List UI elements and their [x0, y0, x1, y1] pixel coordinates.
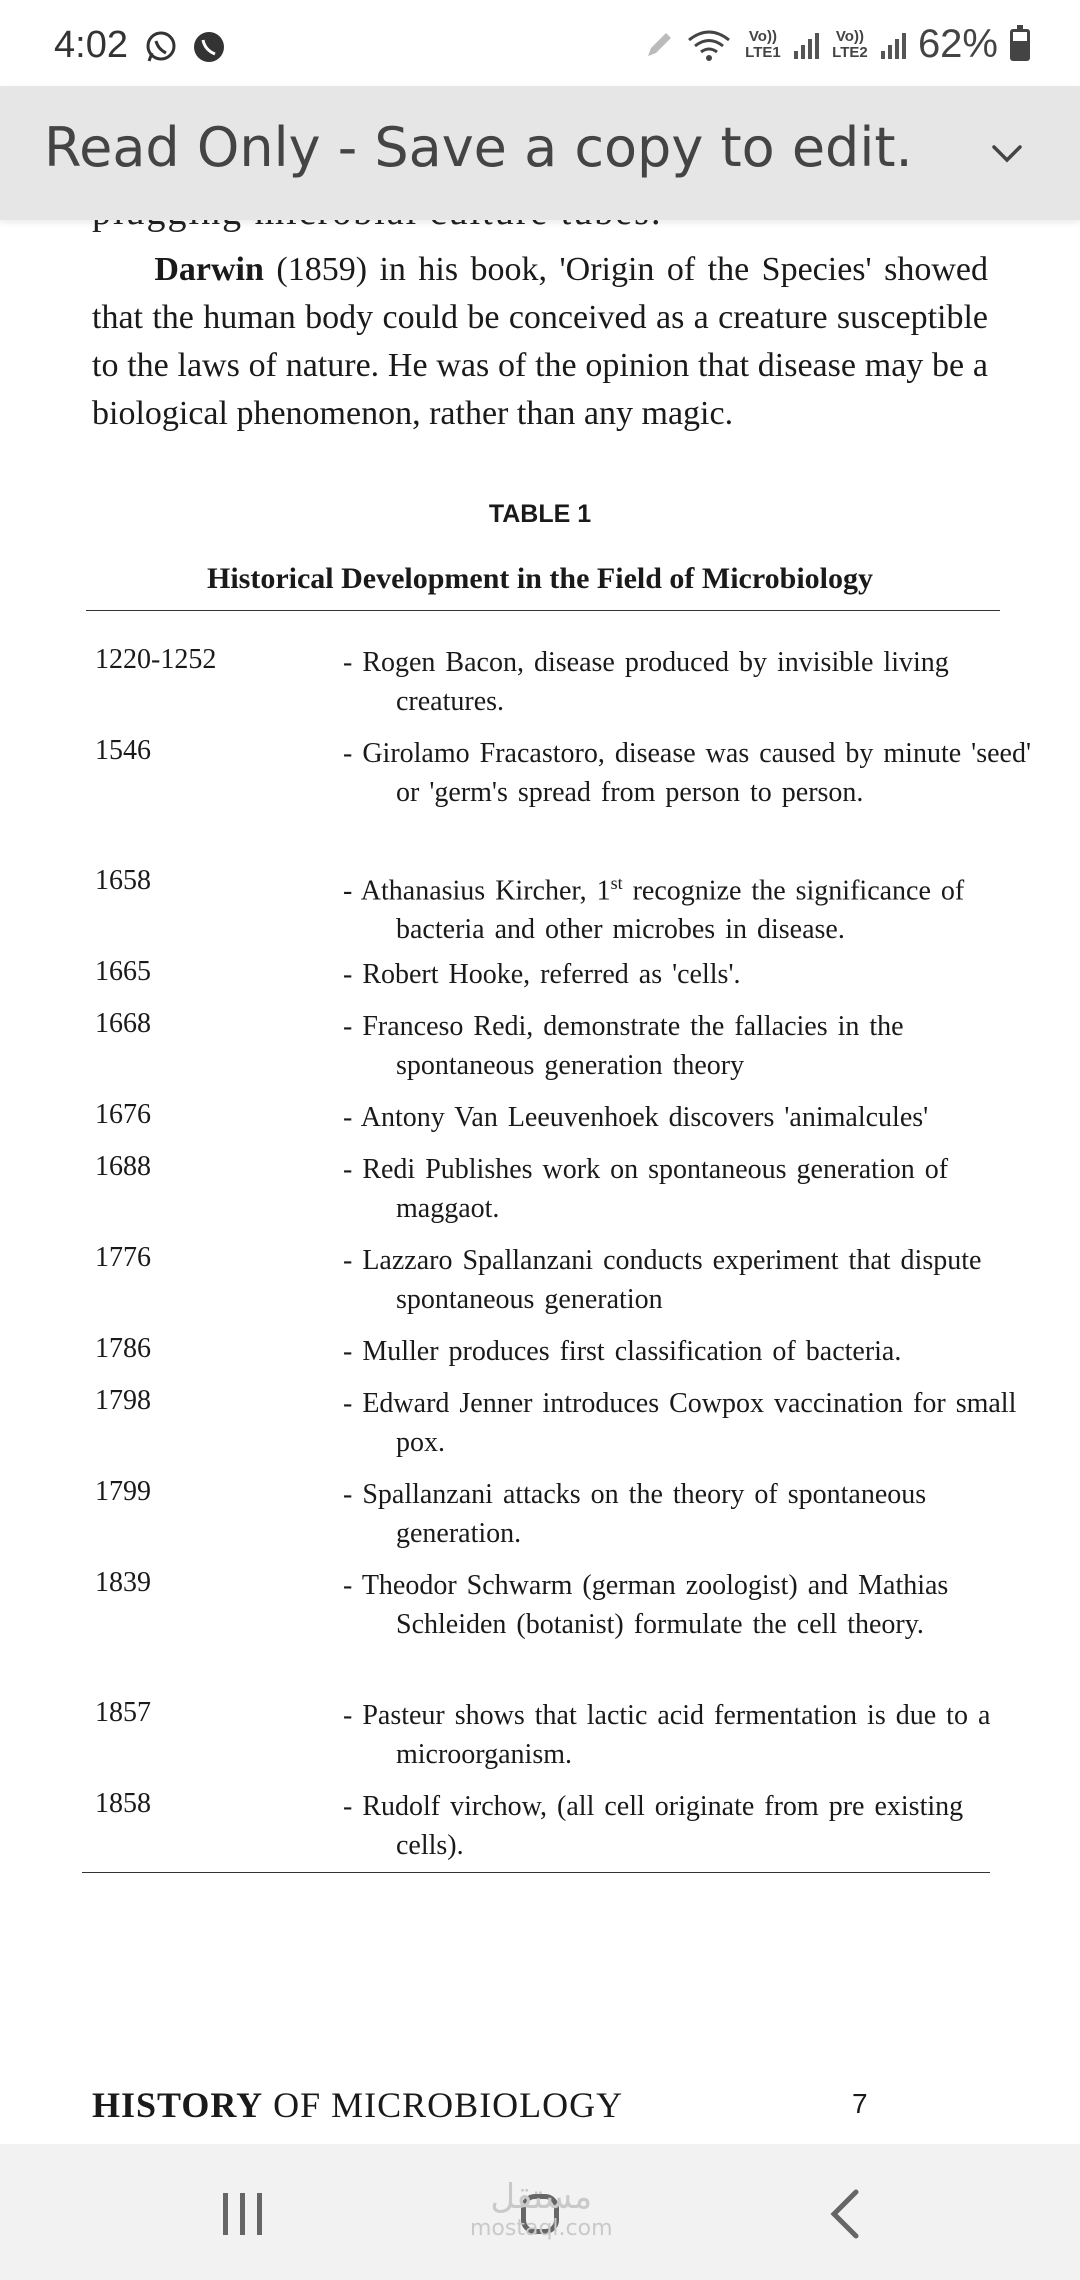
darwin-paragraph [92, 246, 988, 438]
row-year: 1668 [95, 1008, 151, 1039]
battery-percent: 62% [917, 22, 998, 66]
sim2-label: Vo)) LTE2 [832, 27, 868, 61]
chevron-down-icon[interactable] [990, 136, 1024, 170]
row-event: - Pasteur shows that lactic acid fermentation is due to a microorganism. [343, 1700, 991, 1770]
row-year: 1858 [95, 1788, 151, 1819]
table-title: TABLE 1 [488, 500, 592, 528]
row-event: - Antony Van Leeuvenhoek discovers 'animalcules' [343, 1102, 929, 1133]
row-event: - Robert Hooke, referred as 'cells'. [343, 959, 741, 990]
watermark-latin: mostaql.com [470, 2216, 613, 2241]
back-icon [826, 2188, 866, 2240]
page-number: 7 [852, 2088, 868, 2119]
sim1-label: Vo)) LTE1 [745, 27, 781, 61]
paragraph-bold-name: Darwin [154, 251, 264, 288]
recents-button[interactable] [202, 2174, 282, 2254]
row-event: - Athanasius Kircher, 1st recognize the significance of bacteria and other microbes in disease. [343, 873, 965, 946]
recents-icon-bar [257, 2193, 262, 2235]
row-event: - Redi Publishes work on spontaneous generation of maggaot. [343, 1154, 949, 1224]
footer-rest: OF MICROBIOLOGY [263, 2085, 624, 2125]
row-year: 1220-1252 [95, 644, 217, 675]
row-year: 1798 [95, 1385, 151, 1416]
recents-icon-bar [240, 2193, 245, 2235]
row-event: - Rogen Bacon, disease produced by invisible living creatures. [343, 647, 949, 717]
banner-text: Read Only - Save a copy to edit. [44, 116, 913, 179]
row-event: - Girolamo Fracastoro, disease was caused by minute 'seed' or 'germ's spread from person to person. [343, 738, 1032, 808]
paragraph-text: (1859) in his book, 'Origin of the Species' showed that the human body could be conceived as a creature susceptible to the laws of nature. He was of the opinion that disease may be a biological phenomenon, rather than any magic. [92, 251, 988, 432]
row-event: - Lazzaro Spallanzani conducts experiment that dispute spontaneous generation [343, 1245, 982, 1315]
row-year: 1776 [95, 1242, 151, 1273]
row-year: 1658 [95, 865, 151, 896]
row-year: 1546 [95, 735, 151, 766]
read-only-banner[interactable] [0, 86, 1080, 220]
watermark-arabic: مستقل [490, 2177, 593, 2217]
row-year: 1676 [95, 1099, 151, 1130]
row-event: - Franceso Redi, demonstrate the fallacies in the spontaneous generation theory [343, 1011, 904, 1081]
row-event: - Muller produces first classification of bacteria. [343, 1336, 902, 1367]
row-year: 1839 [95, 1567, 151, 1598]
status-time: 4:02 [54, 24, 128, 66]
row-year: 1786 [95, 1333, 151, 1364]
row-year: 1857 [95, 1697, 151, 1728]
table-bottom-rule [82, 1872, 990, 1873]
row-year: 1688 [95, 1151, 151, 1182]
row-event: - Spallanzani attacks on the theory of spontaneous generation. [343, 1479, 927, 1549]
row-year: 1799 [95, 1476, 151, 1507]
recents-icon-bar [223, 2193, 228, 2235]
row-event: - Theodor Schwarm (german zoologist) and Mathias Schleiden (botanist) formulate the cell theory. [343, 1570, 949, 1640]
table-top-rule [86, 610, 1000, 611]
row-event: - Edward Jenner introduces Cowpox vaccination for small pox. [343, 1388, 1017, 1458]
watermark-logo [470, 2178, 613, 2242]
row-event: - Rudolf virchow, (all cell originate from pre existing cells). [343, 1791, 964, 1861]
footer-bold: HISTORY [92, 2085, 264, 2125]
table-caption: Historical Development in the Field of Microbiology [206, 562, 874, 595]
row-year: 1665 [95, 956, 151, 987]
page-footer-title [92, 2084, 623, 2126]
back-button[interactable] [806, 2174, 886, 2254]
